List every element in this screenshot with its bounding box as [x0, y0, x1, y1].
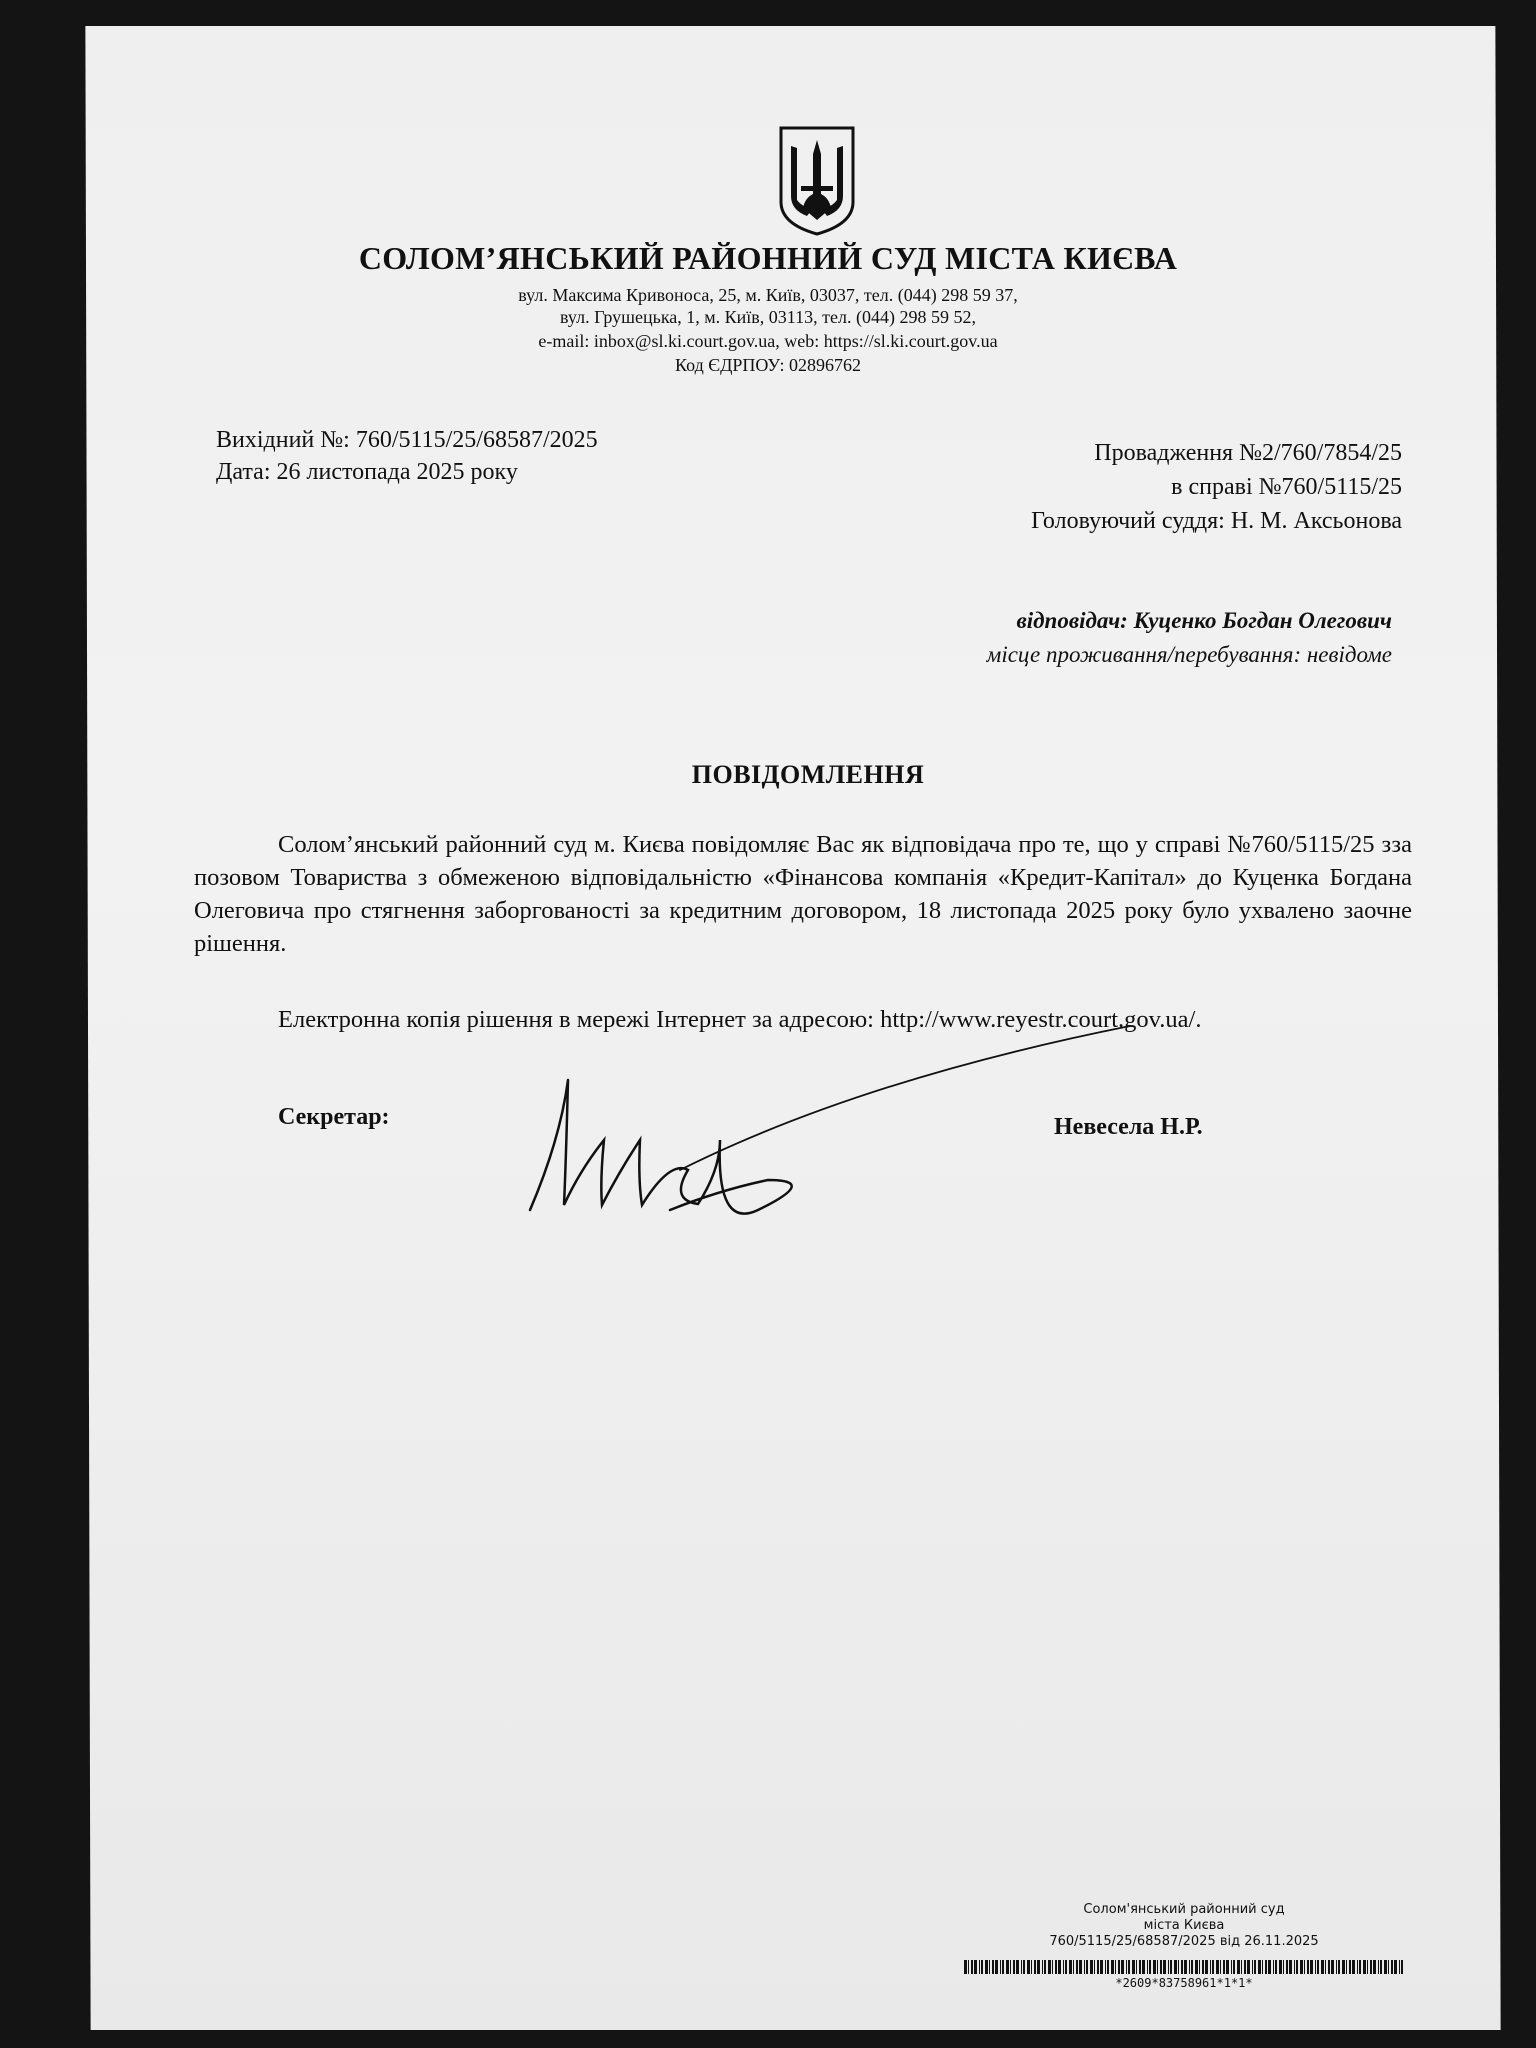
edrpou-code: Код ЄДРПОУ: 02896762: [675, 355, 861, 375]
outgoing-number: Вихідний №: 760/5115/25/68587/2025: [216, 427, 598, 453]
stamp-reference-line: 760/5115/25/68587/2025 від 26.11.2025: [1049, 1934, 1319, 1949]
court-name: СОЛОМ’ЯНСЬКИЙ РАЙОННИЙ СУД МІСТА КИЄВА: [358, 240, 1178, 276]
document-date: Дата: 26 листопада 2025 року: [216, 459, 518, 485]
barcode: [964, 1960, 1404, 1974]
stamp-city-line: міста Києва: [1143, 1918, 1225, 1933]
registry-stamp: [964, 1902, 1404, 1950]
address-line-1: вул. Максима Кривоноса, 25, м. Київ, 03037, тел. (044) 298 59 37,: [518, 285, 1018, 305]
recipient-name: відповідач: Куценко Богдан Олегович: [1016, 608, 1392, 633]
outgoing-meta: [216, 424, 598, 488]
proceeding-number: Провадження №2/760/7854/25: [1094, 440, 1402, 466]
registry-link-line: Електронна копія рішення в мережі Інтернет за адресою: http://www.reyestr.court.gov.ua/.: [278, 1006, 1202, 1033]
trident-coat-of-arms-icon: [777, 124, 857, 236]
barcode-number: *2609*83758961*1*1*: [1115, 1976, 1253, 1990]
recipient-block: [987, 604, 1392, 672]
secretary-name: Невесела Н.Р.: [1054, 1114, 1203, 1140]
case-number: в справі №760/5115/25: [1171, 474, 1402, 500]
case-meta: [1031, 436, 1402, 538]
notice-heading: ПОВІДОМЛЕННЯ: [691, 760, 925, 789]
stamp-court-line: Солом'янський районний суд: [1083, 1902, 1285, 1917]
notice-body: Солом’янський районний суд м. Києва повідомляє Вас як відповідача про те, що у справі №760/5115/25 зза позовом Товариства з обмеженою відповідальністю «Фінансова компанія «Кредит-Капітал» до Куценка Богдана Олеговича про стягнення заборгованості за кредитним договором, 18 листопада 2025 року було ухвалено заочне рішення.: [194, 831, 1412, 957]
address-line-2: вул. Грушецька, 1, м. Київ, 03113, тел. (044) 298 59 52,: [560, 307, 976, 327]
contact-line: e-mail: inbox@sl.ki.court.gov.ua, web: https://sl.ki.court.gov.ua: [538, 331, 998, 351]
secretary-label: Секретар:: [278, 1104, 390, 1130]
recipient-residence: місце проживання/перебування: невідоме: [986, 642, 1392, 667]
presiding-judge: Головуючий суддя: Н. М. Аксьонова: [1031, 508, 1402, 534]
